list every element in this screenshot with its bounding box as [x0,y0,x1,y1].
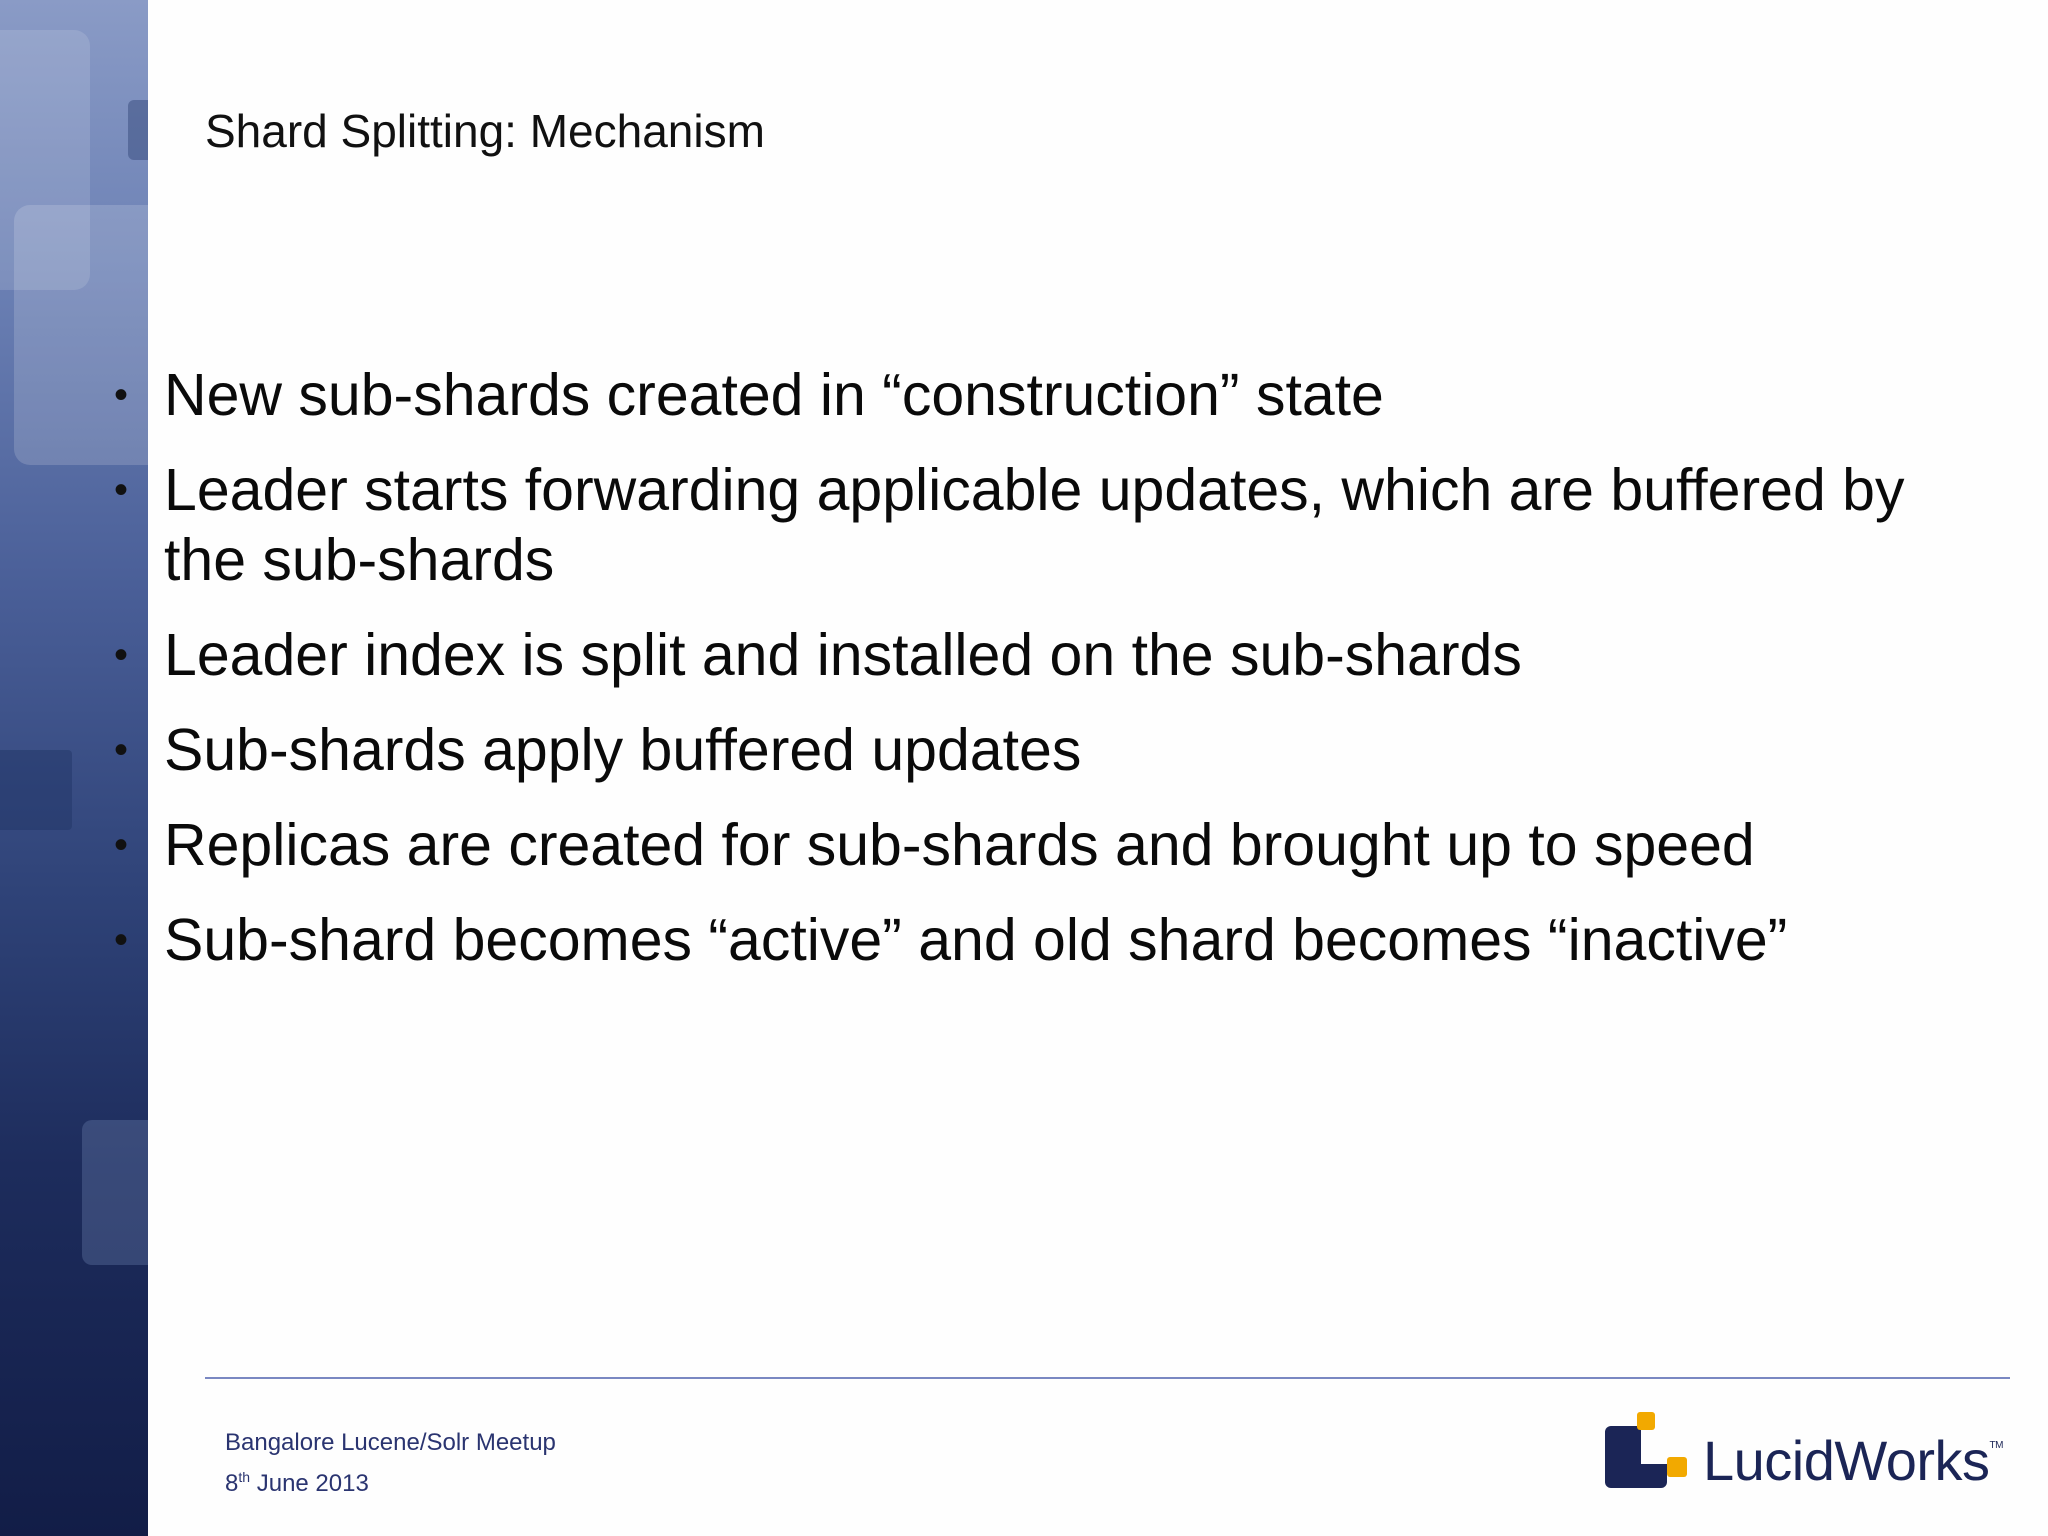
bullet-marker: • [114,918,129,962]
bullet-item [112,455,1992,595]
bullet-item [112,715,1992,785]
bullet-marker: • [114,823,129,867]
logo-mark-dot [1667,1457,1687,1477]
logo-wordmark [1703,1428,2003,1493]
bullet-item [112,810,1992,880]
bullet-item [112,905,1992,975]
bullet-text: Sub-shards apply buffered updates [164,717,1082,783]
bullet-text: Leader index is split and installed on the sub-shards [164,622,1522,688]
logo-mark-dot [1637,1412,1655,1430]
sidebar-decor-shape [82,1120,148,1265]
slide-title: Shard Splitting: Mechanism [205,105,765,157]
bullet-text: New sub-shards created in “construction” state [164,362,1384,428]
bullet-marker: • [114,728,129,772]
bullet-marker: • [114,373,129,417]
bullet-item [112,360,1992,430]
bullet-text: Leader starts forwarding applicable updates, which are buffered by the sub-shards [164,457,1905,593]
footer-date-suffix: th [238,1469,251,1485]
bullet-text: Replicas are created for sub-shards and brought up to speed [164,812,1755,878]
footer-info [225,1426,556,1501]
sidebar-decor-shape [0,750,72,830]
sidebar-decor-shape [128,100,148,160]
logo-mark-bar [1627,1426,1641,1464]
footer-date [225,1460,556,1501]
bullet-marker: • [114,468,129,512]
bullet-text: Sub-shard becomes “active” and old shard becomes “inactive” [164,907,1788,973]
logo-trademark: TM [1989,1440,2003,1451]
bullet-marker: • [114,633,129,677]
footer-event: Bangalore Lucene/Solr Meetup [225,1429,556,1456]
bullet-item [112,620,1992,690]
lucidworks-logo [1605,1412,2005,1502]
logo-name: LucidWorks [1703,1429,1990,1492]
footer-divider [205,1377,2010,1379]
footer-date-day: 8 [225,1470,239,1497]
lucidworks-mark-icon [1605,1426,1667,1488]
bullet-list [112,360,1992,1000]
footer-date-rest: June 2013 [250,1470,369,1497]
